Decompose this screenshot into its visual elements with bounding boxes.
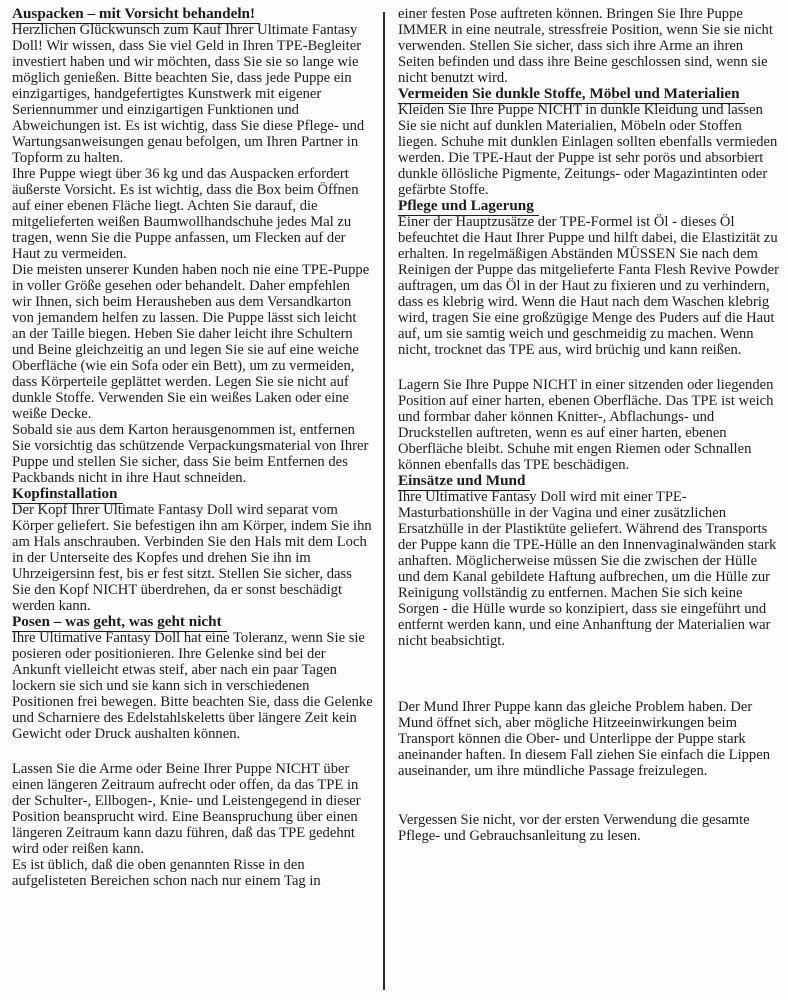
section-heading-kopfinstallation (12, 486, 373, 502)
section-heading-einsaetze-mund (398, 473, 780, 489)
paragraph-inserts: Ihre Ultimative Fantasy Doll wird mit einer TPE-Masturbationshülle in der Vagina und einer zusätzlichen Ersatzhülle in der Plastiktüte geliefert. Während des Transports der Puppe kann die TPE-Hülle an den Innenvaginalwänden stark anhaften. Möglicherweise müssen Sie die zwischen der Hülle und dem Kanal gebildete Haftung aufbrechen, um die Hülle zur Reinigung vollständig zu entfernen. Machen Sie sich keine Sorgen - die Hülle wurde so konzipiert, dass sie eingeführt und entfernt werden kann, und eine Anhanftung der Materialien war nicht beabsichtigt. (398, 489, 777, 649)
paragraph-mouth: Der Mund Ihrer Puppe kann das gleiche Problem haben. Der Mund öffnet sich, aber mögliche Hitzeeinwirkungen beim Transport können die Ober- und Unterlippe der Puppe stark aneinander haften. In diesem Fall ziehen Sie einfach die Lippen auseinander, um ihre mündliche Passage freizulegen. (398, 699, 770, 779)
paragraph-cracks-intro: Es ist üblich, daß die oben genannten Risse in den aufgelisteten Bereichen schon nach nur einem Tag in (12, 857, 321, 889)
paragraph-dark-materials: Kleiden Sie Ihre Puppe NICHT in dunkle Kleidung und lassen Sie sie nicht auf dunklen Materialien, Möbeln oder Stoffen liegen. Schuhe mit dunklen Einlagen sollten ebenfalls vermieden werden. Die TPE-Haut der Puppe ist sehr porös und absorbiert dunkle öllösliche Pigmente, Zeitungs- oder Magazintinten oder gefärbte Stoffe. (398, 102, 778, 198)
paragraph-remove-packaging: Sobald sie aus dem Karton herausgenommen ist, entfernen Sie vorsichtig das schützende Verpackungsmaterial von Ihrer Puppe und stellen Sie sicher, dass Sie beim Entfernen des Packbands nicht in ihre Haut schneiden. (12, 422, 369, 486)
paragraph-read-manual: Vergessen Sie nicht, vor der ersten Verwendung die gesamte Pflege- und Gebrauchsanleitung zu lesen. (398, 812, 750, 844)
paragraph-lifting-help: Die meisten unserer Kunden haben noch nie eine TPE-Puppe in voller Größe gesehen oder behandelt. Daher empfehlen wir Ihnen, sich beim Herausheben aus dem Versandkarton von jemandem helfen zu lassen. Die Puppe lässt sich leicht an der Taille biegen. Heben Sie daher leicht ihre Schultern und Beine gleichzeitig an und legen Sie sie auf eine weiche Oberfläche (wie ein Sofa oder ein Bett), um zu vermeiden, dass Körperteile geplättet werden. Legen Sie sie nicht auf dunkle Stoffe. Verwenden Sie ein weißes Laken oder eine weiße Decke. (12, 262, 370, 422)
heading-underline-text: Posen – was geht, was geht nicht (12, 613, 227, 632)
section-heading-posen (12, 614, 373, 630)
left-column (0, 0, 383, 1000)
section-heading-dunkle-stoffe (398, 86, 780, 102)
paragraph-oil-powder-care: Einer der Hauptzusätze der TPE-Formel ist Öl - dieses Öl befeuchtet die Haut Ihrer Puppe und hilft dabei, die Elastizität zu erhalten. In regelmäßigen Abständen MÜSSEN Sie nach dem Reinigen der Puppe das mitgelieferte Fanta Flesh Revive Powder auftragen, um das Öl in der Haut zu fixieren und zu verhindern, dass es klebrig wird. Wenn die Haut nach dem Waschen klebrig wird, tragen Sie eine großzügige Menge des Puders auf die Haut auf, um sie samtig weich und geschmeidig zu machen. Wenn nicht, trocknet das TPE aus, wird brüchig und kann reißen. (398, 214, 779, 358)
heading-underline-text: Pflege und Lagerung (398, 197, 539, 216)
section-heading-pflege-lagerung (398, 198, 780, 214)
paragraph-posing-tolerance: Ihre Ultimative Fantasy Doll hat eine Toleranz, wenn Sie sie posieren oder positionieren. Ihre Gelenke sind bei der Ankunft vielleicht etwas steif, aber nach ein paar Tagen lockern sie sich und sie kann sich in verschiedenen Positionen frei bewegen. Bitte beachten Sie, dass die Gelenke und Scharniere des Edelstahlskeletts über längere Zeit kein Gewicht oder Druck aushalten können. (12, 630, 373, 742)
paragraph-weight-unpacking: Ihre Puppe wiegt über 36 kg und das Auspacken erfordert äußerste Vorsicht. Es ist wichtig, dass die Box beim Öffnen auf einer ebenen Fläche liegt. Achten Sie darauf, die mitgelieferten weißen Baumwollhandschuhe jedes Mal zu tragen, wenn Sie die Puppe anfassen, um Flecken auf der Haut zu vermeiden. (12, 166, 359, 262)
paragraph-neutral-position: einer festen Pose auftreten können. Bringen Sie Ihre Puppe IMMER in eine neutrale, stressfreie Position, wenn Sie sie nicht verwenden. Stellen Sie sicher, dass sich ihre Arme an ihren Seiten befinden und dass ihre Beine geschlossen sind, wenn sie nicht benutzt wird. (398, 6, 773, 86)
paragraph-intro: Herzlichen Glückwunsch zum Kauf Ihrer Ultimate Fantasy Doll! Wir wissen, dass Sie viel Geld in Ihren TPE-Begleiter investiert haben und wir möchten, dass Sie sie so lange wie möglich genießen. Bitte beachten Sie, dass jede Puppe ein einzigartiges, handgefertigtes Kunstwerk mit eigener Seriennummer und einzigartigen Funktionen und Abweichungen ist. Es ist wichtig, dass Sie diese Pflege- und Wartungsanweisungen genau befolgen, um Ihren Partner in Topform zu halten. (12, 22, 365, 166)
heading-underline-text: Auspacken – mit Vorsicht behandeln! (12, 5, 260, 24)
section-heading-auspacken (12, 6, 373, 22)
right-column (385, 0, 788, 1000)
heading-underline-text: Einsätze und Mund (398, 472, 530, 491)
heading-underline-text: Vermeiden Sie dunkle Stoffe, Möbel und Materialien (398, 85, 745, 104)
heading-underline-text: Kopfinstallation (12, 485, 123, 504)
paragraph-head-installation: Der Kopf Ihrer Ultimate Fantasy Doll wird separat vom Körper geliefert. Sie befestigen ihn am Körper, indem Sie ihn am Hals anschrauben. Verbinden Sie den Hals mit dem Loch in der Unterseite des Kopfes und drehen Sie ihn im Uhrzeigersinn fest, bis er fest sitzt. Stellen Sie sicher, dass Sie den Kopf NICHT überdrehen, da er sonst beschädigt werden kann. (12, 502, 372, 614)
paragraph-storage-warning: Lagern Sie Ihre Puppe NICHT in einer sitzenden oder liegenden Position auf einer harten, ebenen Oberfläche. Das TPE ist weich und formbar daher können Knitter-, Abflachungs- und Druckstellen auftreten, wenn es auf einer harten, ebenen Oberfläche bleibt. Schuhe mit engen Riemen oder Schnallen können ebenfalls das TPE beschädigen. (398, 377, 774, 473)
paragraph-limbs-warning: Lassen Sie die Arme oder Beine Ihrer Puppe NICHT über einen längeren Zeitraum aufrecht oder offen, da das TPE in der Schulter-, Ellbogen-, Knie- und Leistengegend in dieser Position beansprucht wird. Eine Beanspruchung über einen längeren Zeitraum kann dazu führen, daß das TPE gedehnt wird oder reißen kann. (12, 761, 361, 857)
